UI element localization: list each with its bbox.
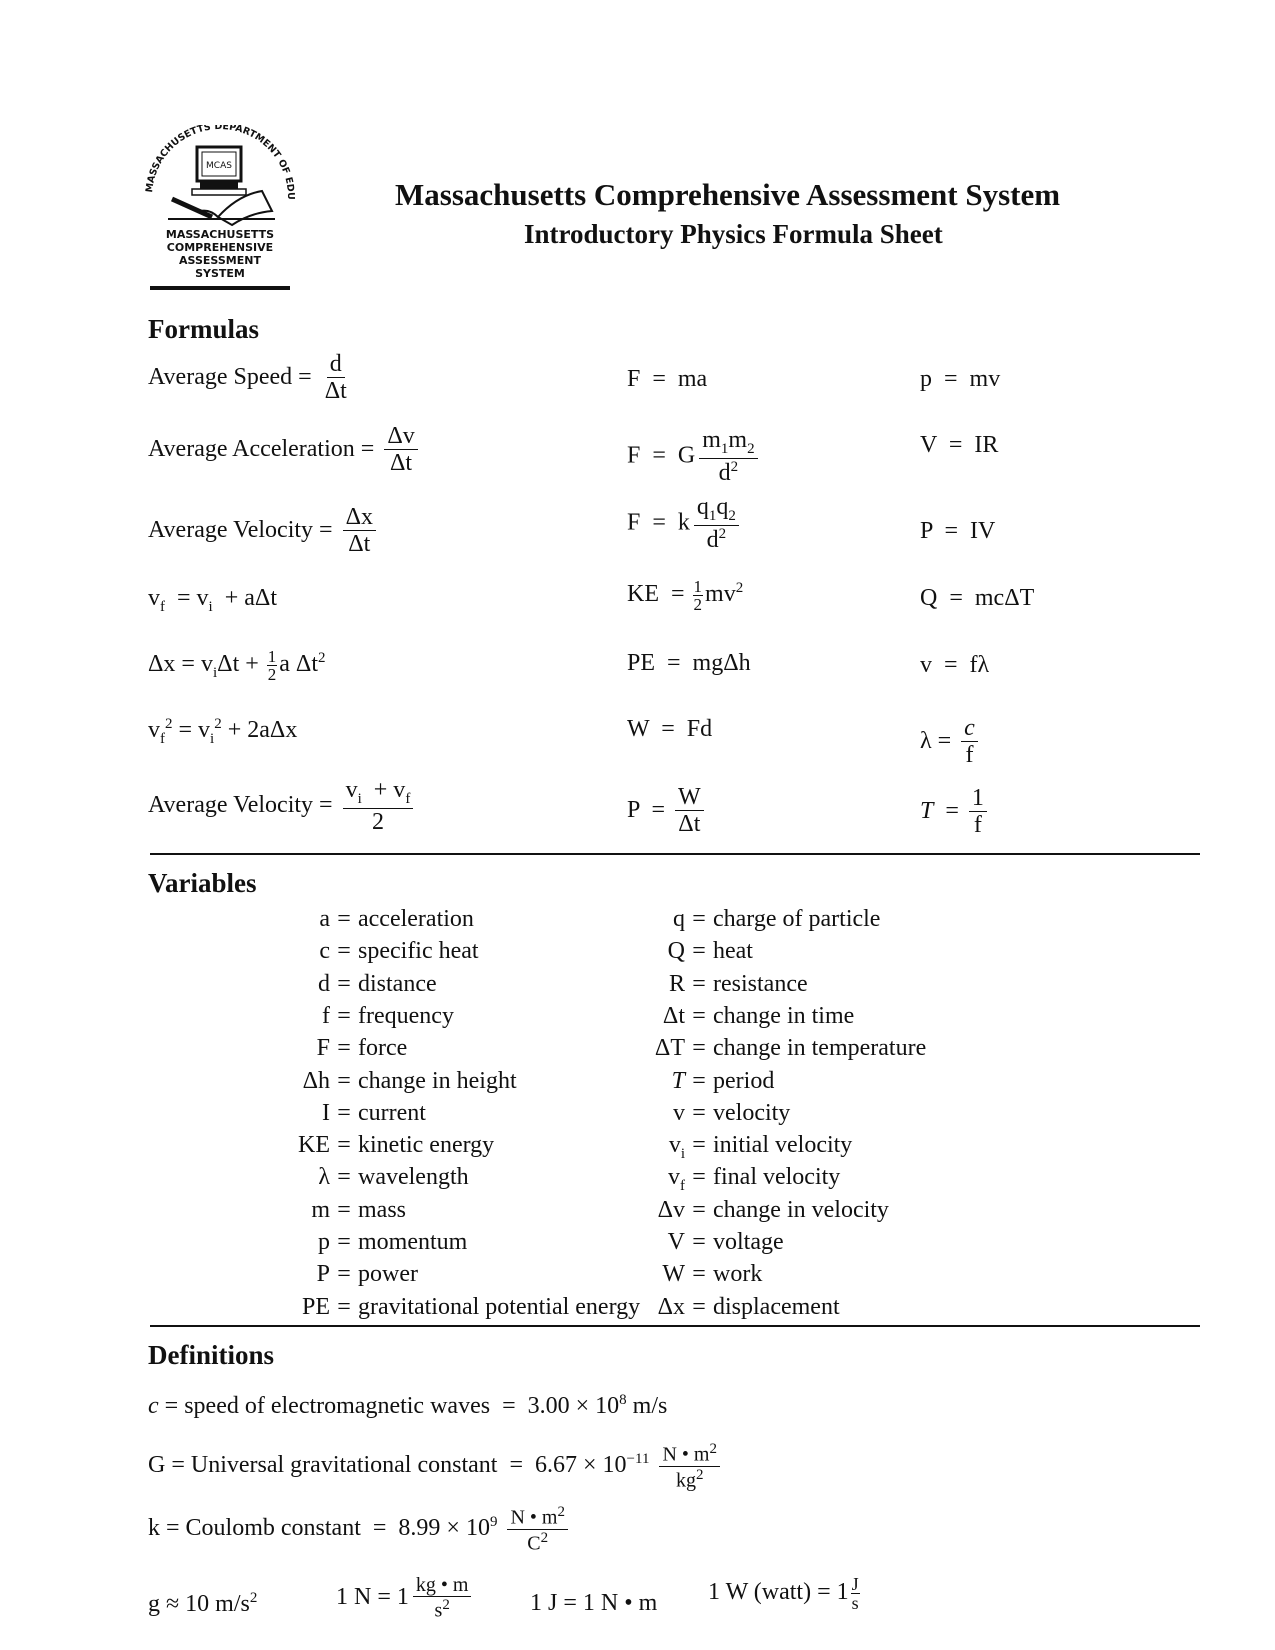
equals-sign: =	[337, 1293, 351, 1320]
variable-description: initial velocity	[713, 1132, 853, 1159]
variable-description: momentum	[358, 1229, 468, 1255]
variable-row	[245, 906, 474, 938]
variable-symbol: T	[671, 1067, 685, 1094]
divider-2	[150, 1325, 1200, 1327]
formula-kinetic-energy: KE = $\frac{1}{2}$ $mv^2$	[627, 577, 744, 614]
formula-wavelength: λ = $\frac{c}{f}$	[920, 716, 982, 769]
equals-sign: =	[337, 1229, 351, 1255]
formula-ohms-law: V = IR	[920, 432, 999, 458]
definitions-heading: Definitions	[148, 1340, 275, 1370]
average-acceleration-label: Average Acceleration	[148, 435, 355, 462]
variable-description: change in time	[713, 1002, 855, 1029]
formula-coulomb: F = k $\frac{q_1q_2}{d^2}$	[627, 495, 743, 553]
variable-description: final velocity	[713, 1164, 841, 1191]
variable-symbol: p	[318, 1229, 330, 1255]
variable-description: specific heat	[358, 938, 479, 965]
variable-row	[245, 1035, 407, 1067]
variable-symbol: Δv	[657, 1196, 685, 1223]
formula-power: P = $\frac{W}{\Delta t}$	[627, 785, 708, 838]
logo-line-3: ASSESSMENT	[179, 254, 261, 267]
variable-row	[245, 1003, 454, 1035]
variable-description: current	[358, 1099, 426, 1126]
variable-row	[245, 971, 437, 1003]
formula-gravitation: F = G $\frac{m_1m_2}{d^2}$	[627, 428, 762, 486]
gravity-value: 10 m/s	[185, 1591, 250, 1617]
page-subtitle: Introductory Physics Formula Sheet	[524, 219, 943, 249]
variable-symbol: F	[316, 1035, 330, 1062]
equals-sign: =	[337, 970, 351, 997]
formula-work: W = Fd	[627, 716, 713, 742]
formula-potential-energy: PE = mgΔh	[627, 650, 751, 676]
variable-row	[630, 1164, 840, 1196]
logo-arc-text: MASSACHUSETTS DEPARTMENT OF EDU	[144, 125, 297, 200]
definition-newton: 1 N = 1 $\frac{kg • m}{s^2}$	[336, 1575, 475, 1622]
variable-description: frequency	[358, 1002, 454, 1029]
variable-row	[630, 1294, 840, 1326]
variable-symbol: R	[668, 970, 685, 997]
variable-symbol: P	[316, 1261, 330, 1288]
formula-newton-second-law: F = ma	[627, 366, 708, 392]
formula-average-speed: Average Speed = $\frac{d}{\Delta t}$	[148, 351, 347, 405]
variable-symbol: Q	[667, 938, 685, 965]
equals-sign: =	[692, 1035, 706, 1062]
variable-row	[630, 1229, 784, 1261]
equals-sign: =	[692, 938, 706, 965]
variable-row	[630, 906, 880, 938]
speed-of-light-label: speed of electromagnetic waves	[184, 1393, 491, 1419]
formula-heat: Q = mcΔT	[920, 585, 1035, 611]
variable-symbol: q	[673, 906, 685, 932]
variable-row	[245, 1294, 640, 1326]
equals-sign: =	[337, 1035, 351, 1062]
equals-sign: =	[692, 1229, 706, 1255]
gravitational-constant-exponent: −11	[626, 1451, 650, 1468]
variable-symbol: PE	[301, 1293, 330, 1320]
formula-average-velocity: Average Velocity = $\frac{\Delta x}{\Delta t}$	[148, 505, 380, 558]
formula-period: T = $\frac{1}{f}$	[920, 786, 991, 839]
variable-description: distance	[358, 970, 437, 997]
definition-coulomb-constant: k = Coulomb constant = $8.99 \times 10^9$ $\frac{N • m^2}{C^2}$	[148, 1505, 572, 1554]
variable-symbol: Δt	[662, 1002, 685, 1029]
equals-sign: =	[692, 1293, 706, 1320]
speed-of-light-exponent: 8	[619, 1392, 627, 1408]
definition-watt: 1 W (watt) = 1 $\frac{J}{s}$	[708, 1574, 859, 1613]
variable-description: change in velocity	[713, 1196, 889, 1223]
variable-symbol: d	[318, 970, 330, 997]
variable-description: work	[713, 1261, 763, 1288]
average-velocity-2-label: Average Velocity	[148, 791, 314, 818]
variable-description: change in temperature	[713, 1035, 927, 1062]
variable-description: acceleration	[358, 906, 474, 932]
logo-line-1: MASSACHUSETTS	[165, 228, 275, 241]
average-speed-label: Average Speed	[148, 363, 293, 390]
equals-sign: =	[337, 906, 351, 932]
variable-symbol: $v_f$	[668, 1164, 685, 1195]
variable-description: mass	[358, 1196, 406, 1223]
variable-description: heat	[713, 938, 753, 965]
equals-sign: =	[337, 1132, 351, 1159]
gravitational-constant-label: Universal gravitational constant	[190, 1452, 498, 1479]
equals-sign: =	[337, 1196, 351, 1223]
variable-symbol: ΔT	[654, 1035, 685, 1062]
variable-symbol: KE	[298, 1132, 330, 1159]
variable-row	[630, 1132, 852, 1164]
variable-row	[630, 1068, 774, 1100]
variable-description: period	[713, 1067, 775, 1094]
formula-final-velocity: $v_f = v_i + a\Delta t$	[148, 585, 278, 615]
speed-of-light-value: 3.00 × 10	[527, 1393, 620, 1419]
variable-symbol: $v_i$	[668, 1132, 685, 1162]
formula-wave-speed: v = fλ	[920, 652, 990, 678]
variable-description: kinetic energy	[358, 1132, 495, 1159]
variable-description: power	[358, 1261, 418, 1288]
variable-symbol: λ	[318, 1164, 330, 1191]
variable-description: wavelength	[358, 1164, 469, 1191]
variable-row	[245, 1132, 494, 1164]
average-velocity-label: Average Velocity	[148, 516, 314, 543]
equals-sign: =	[337, 1067, 351, 1094]
formula-momentum: p = mv	[920, 366, 1001, 392]
definition-gravity: g ≈ 10 $m/s^2$	[148, 1590, 258, 1617]
variable-symbol: a	[319, 906, 330, 932]
definition-gravitational-constant: G = Universal gravitational constant = $6.67 \times 10^{-11}$ $\frac{N • m^2}{kg^2}$	[148, 1442, 724, 1491]
variable-description: gravitational potential energy	[358, 1293, 641, 1320]
variable-row	[630, 1197, 889, 1229]
variable-symbol: m	[311, 1196, 330, 1223]
variable-row	[630, 938, 753, 970]
equals-sign: =	[692, 1196, 706, 1223]
equals-sign: =	[692, 1099, 706, 1126]
speed-of-light-unit: m/s	[632, 1393, 668, 1419]
variables-heading: Variables	[148, 868, 257, 898]
gravitational-constant-value: 6.67 × 10	[535, 1452, 627, 1479]
joule-label: 1 J	[530, 1590, 558, 1616]
equals-sign: =	[337, 1261, 351, 1288]
variable-row	[630, 1035, 926, 1067]
variable-symbol: v	[673, 1099, 685, 1126]
variable-row	[245, 1100, 426, 1132]
equals-sign: =	[337, 1164, 351, 1191]
equals-sign: =	[692, 1261, 706, 1288]
variable-symbol: V	[667, 1229, 685, 1255]
formulas-heading: Formulas	[148, 314, 259, 344]
joule-value: 1 N • m	[582, 1590, 658, 1616]
formula-electric-power: P = IV	[920, 518, 996, 544]
variable-symbol: Δh	[302, 1067, 330, 1094]
equals-sign: =	[337, 1099, 351, 1126]
formula-average-velocity-2: Average Velocity = $\frac{v_i + v_f}{2}$	[148, 778, 417, 835]
logo-line-2: COMPREHENSIVE	[166, 241, 274, 254]
divider-1	[150, 853, 1200, 855]
formula-average-acceleration: Average Acceleration = $\frac{\Delta v}{\Delta t}$	[148, 424, 422, 477]
variable-row	[245, 1068, 517, 1100]
variable-symbol: Δx	[657, 1293, 685, 1320]
variable-row	[630, 1100, 790, 1132]
variable-row	[245, 1197, 406, 1229]
variable-description: force	[358, 1035, 408, 1062]
variable-row	[245, 1164, 469, 1196]
variable-symbol: c	[319, 938, 330, 965]
equals-sign: =	[692, 1132, 706, 1159]
variable-row	[245, 1229, 467, 1261]
variable-symbol: W	[662, 1261, 685, 1288]
equals-sign: =	[337, 938, 351, 965]
formula-velocity-squared: $v_f^2 = v_i^2 + 2a\Delta x$	[148, 716, 298, 747]
page-title: Massachusetts Comprehensive Assessment System	[395, 177, 1061, 212]
variable-description: change in height	[358, 1067, 517, 1094]
equals-sign: =	[692, 970, 706, 997]
variable-description: voltage	[713, 1229, 784, 1255]
equals-sign: =	[692, 1067, 706, 1094]
logo-line-4: SYSTEM	[195, 267, 245, 280]
variable-row	[245, 1261, 418, 1293]
equals-sign: =	[692, 906, 706, 932]
formula-displacement: $\Delta x = v_i\Delta t$ + $\frac{1}{2}$ a $\Delta t^2$	[148, 647, 326, 684]
variable-symbol: I	[322, 1099, 330, 1126]
equals-sign: =	[692, 1002, 706, 1029]
variable-row	[630, 1261, 762, 1293]
variable-description: charge of particle	[713, 906, 881, 932]
equals-sign: =	[337, 1002, 351, 1029]
logo-screen-text: MCAS	[206, 161, 232, 171]
coulomb-constant-value: 8.99 × 10	[398, 1515, 490, 1542]
variable-row	[630, 971, 808, 1003]
mcas-logo	[140, 125, 300, 300]
mcas-logo-graphic	[140, 125, 300, 300]
equals-sign: =	[692, 1164, 706, 1191]
coulomb-constant-label: Coulomb constant	[185, 1515, 361, 1542]
newton-label: 1 N	[336, 1583, 372, 1610]
definition-speed-of-light: c = speed of electromagnetic waves = $3.00 \times 10^8$ m/s	[148, 1392, 668, 1419]
variable-row	[630, 1003, 854, 1035]
definition-joule: 1 J = 1 N • m	[530, 1590, 658, 1616]
watt-label: 1 W (watt)	[708, 1579, 812, 1606]
variable-symbol: f	[322, 1002, 330, 1029]
variable-row	[245, 938, 479, 970]
coulomb-constant-exponent: 9	[489, 1514, 498, 1531]
variable-description: velocity	[713, 1099, 791, 1126]
variable-description: displacement	[713, 1293, 840, 1320]
variable-description: resistance	[713, 970, 808, 997]
